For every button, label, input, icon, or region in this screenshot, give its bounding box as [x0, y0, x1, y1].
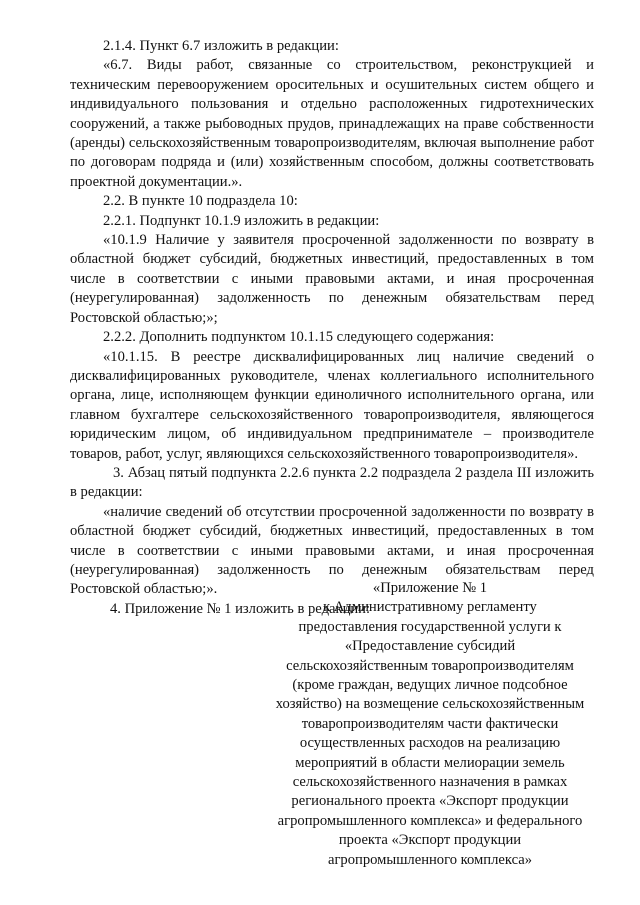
- paragraph-2-1-4: 2.1.4. Пункт 6.7 изложить в редакции:: [103, 38, 339, 54]
- appendix-line: «Приложение № 1: [372, 580, 488, 596]
- appendix-line: (кроме граждан, ведущих личное подсобное: [292, 677, 568, 694]
- appendix-line: хозяйство) на возмещение сельскохозяйственным: [275, 696, 585, 713]
- paragraph-10-1-15-text: «10.1.15. В реестре дисквалифицированных лиц наличие сведений о дисквалифицированных руководителе, членах коллегиального исполнительного органа, лице, исполняющем функции единоличного исполнительного органа, или главном бухгалтере сельскохозяйственного товаропроизводителя, являющегося юридическим лицом, об индивидуальном предпринимателе – производителе товаров, работ, услуг, являющихся сельскохозяйственного товаропроизводителя».: [70, 348, 594, 462]
- appendix-line: регионального проекта «Экспорт продукции: [291, 793, 569, 810]
- paragraph-4: 4. Приложение № 1 изложить в редакции:: [110, 600, 371, 617]
- document-body: [70, 37, 594, 619]
- appendix-line: проекта «Экспорт продукции: [338, 832, 522, 849]
- appendix-line: осуществленных расходов на реализацию: [299, 735, 561, 752]
- paragraph-2-2-1: 2.2.1. Подпункт 10.1.9 изложить в редакции:: [103, 212, 380, 229]
- paragraph-6-7-text: «6.7. Виды работ, связанные со строительством, реконструкцией и техническим перевооружением оросительных и осушительных систем общего и индивидуального пользования и отдельно расположенных гидротехнических сооружений, а также рыбоводных прудов, принадлежащих на праве собственности (аренды) сельскохозяйственным товаропроизводителям, включая выполнение работ по договорам подряда и (или) хозяйственным способом, должны соответствовать проектной документации.».: [70, 57, 594, 190]
- appendix-line: сельскохозяйственного назначения в рамках: [292, 774, 568, 791]
- paragraph-10-1-9-text: «10.1.9 Наличие у заявителя просроченной задолженности по возврату в областной бюджет субсидий, бюджетных инвестиций, предоставленных в том числе в соответствии с иными правовыми актами, и иная просроченная (неурегулированная) задолженность по денежным обязательствам перед Ростовской областью;»;: [70, 232, 594, 326]
- paragraph-3: 3. Абзац пятый подпункта 2.2.6 пункта 2.2 подраздела 2 раздела III изложить в редакции:: [70, 464, 594, 501]
- appendix-line: предоставления государственной услуги к: [298, 618, 562, 635]
- appendix-line: к Административному регламенту: [323, 599, 537, 616]
- paragraph-abzac-text: «наличие сведений об отсутствии просроченной задолженности по возврату в областной бюджет субсидий, бюджетных инвестиций, предоставленных в том числе в соответствии с иными правовыми актами, и иная просроченная (неурегулированная) задолженность по денежным обязательствам перед Ростовской областью;».: [70, 503, 594, 598]
- appendix-line: товаропроизводителям части фактически: [301, 715, 559, 732]
- appendix-line: агропромышленного комплекса» и федерального: [277, 812, 583, 829]
- appendix-line: сельскохозяйственным товаропроизводителям: [286, 657, 574, 674]
- paragraph-2-2: 2.2. В пункте 10 подраздела 10:: [103, 193, 298, 210]
- paragraph-2-2-2: 2.2.2. Дополнить подпунктом 10.1.15 следующего содержания:: [103, 329, 495, 346]
- appendix-line: мероприятий в области мелиорации земель: [295, 754, 565, 771]
- appendix-line: «Предоставление субсидий: [344, 638, 516, 655]
- appendix-line: агропромышленного комплекса»: [327, 851, 533, 868]
- appendix-heading: [265, 579, 595, 870]
